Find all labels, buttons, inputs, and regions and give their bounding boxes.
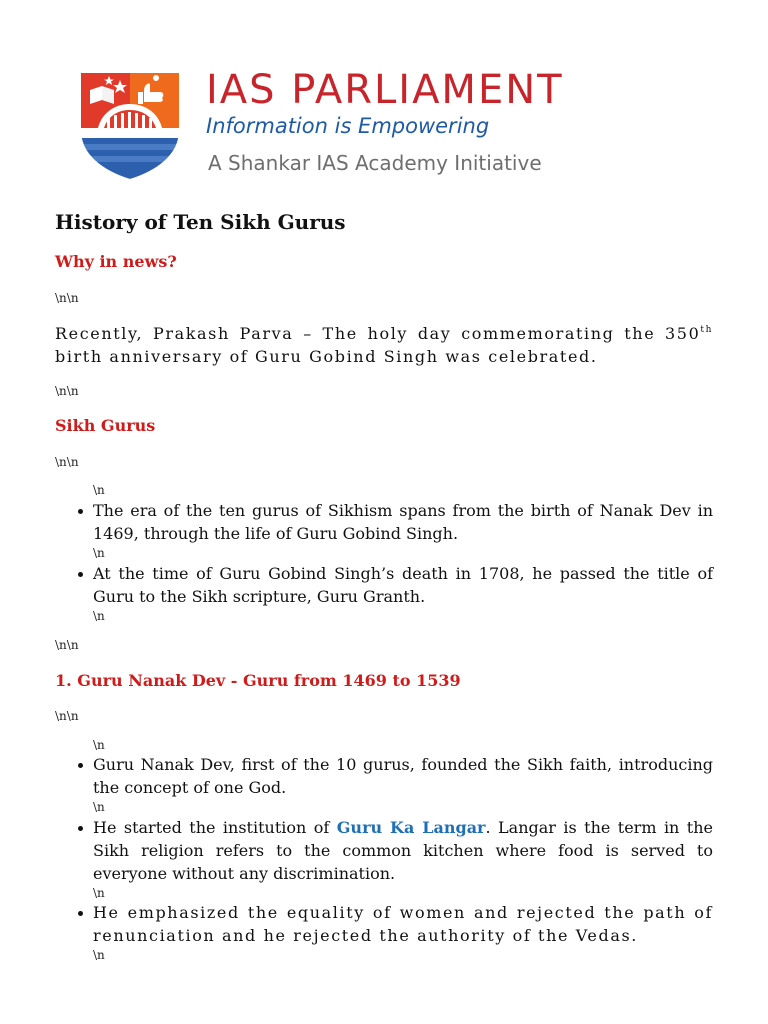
newline-marker: \n\n [55,291,79,305]
newline-marker: \n\n [55,384,79,398]
list-item-text: At the time of Guru Gobind Singh’s death in 1708, he passed the title of Guru to the Sikh scripture, Guru Granth. [93,564,713,606]
list-item [93,753,713,799]
bullet-icon [78,826,83,831]
document-title: History of Ten Sikh Gurus [55,210,346,234]
newline-marker: \n\n [55,709,79,723]
list-item [93,901,713,947]
list-item-text: He started the institution of [93,818,337,837]
brand-name: IAS PARLIAMENT [206,67,564,113]
paragraph-recently [55,322,713,368]
list-item [93,499,713,545]
newline-marker: \n [93,886,105,900]
newline-marker: \n\n [55,638,79,652]
tagline: Information is Empowering [206,114,490,138]
newline-marker: \n [93,546,105,560]
bullet-icon [78,763,83,768]
heading-guru-nanak-dev: 1. Guru Nanak Dev - Guru from 1469 to 1539 [55,671,461,690]
bullet-icon [78,509,83,514]
superscript: th [700,325,713,335]
list-item-text: The era of the ten gurus of Sikhism spans from the birth of Nanak Dev in 1469, through the life of Guru Gobind Singh. [93,501,713,543]
list-item-text: He emphasized the equality of women and rejected the path of renunciation and he rejected the authority of the Vedas. [93,903,713,945]
newline-marker: \n\n [55,455,79,469]
newline-marker: \n [93,948,105,962]
newline-marker: \n [93,609,105,623]
bullet-icon [78,911,83,916]
newline-marker: \n [93,483,105,497]
header [0,0,768,200]
initiative-subtitle: A Shankar IAS Academy Initiative [208,151,542,175]
newline-marker: \n [93,800,105,814]
paragraph-text: birth anniversary of Guru Gobind Singh was celebrated. [55,347,598,366]
list-item-text: . Langar is the term in the Sikh religion refers to the common kitchen where food is served to everyone without any discrimination. [93,818,714,883]
guru-ka-langar-link[interactable]: Guru Ka Langar [336,818,486,837]
list-item-text: Guru Nanak Dev, first of the 10 gurus, founded the Sikh faith, introducing the concept of one God. [93,755,713,797]
ias-parliament-logo [76,68,184,182]
list-item [93,562,713,608]
heading-sikh-gurus: Sikh Gurus [55,416,156,435]
heading-why-in-news: Why in news? [55,252,177,271]
list-item [93,816,713,885]
bullet-icon [78,572,83,577]
newline-marker: \n [93,738,105,752]
paragraph-text: Recently, Prakash Parva – The holy day commemorating the 350 [55,324,701,343]
